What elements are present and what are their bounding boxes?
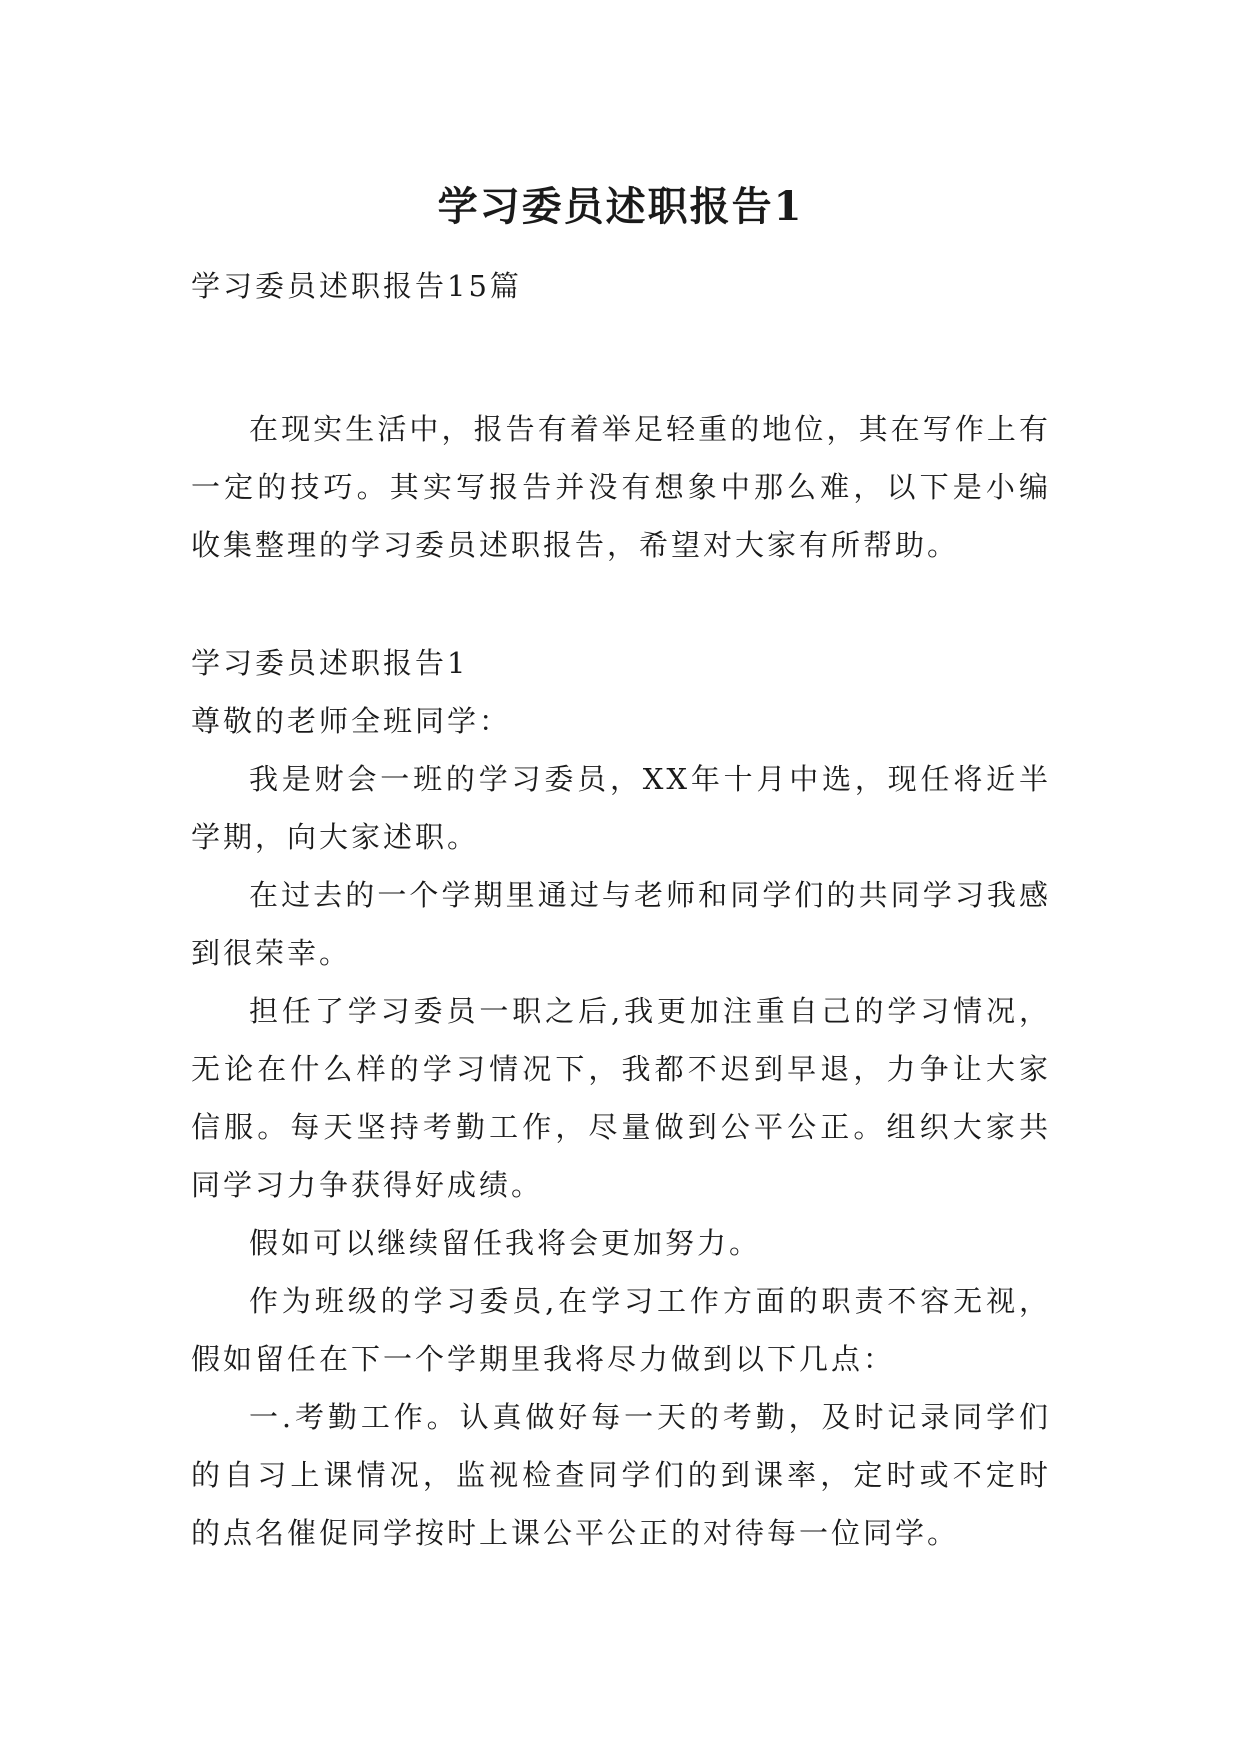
paragraph: 作为班级的学习委员,在学习工作方面的职责不容无视，假如留任在下一个学期里我将尽力做到以下几点： (191, 1284, 1051, 1376)
document-title: 学习委员述职报告1 (437, 182, 804, 230)
subtitle-text: 学习委员述职报告15篇 (191, 269, 522, 303)
paragraph: 我是财会一班的学习委员，XX年十月中选，现任将近半学期，向大家述职。 (191, 762, 1051, 854)
paragraph: 一.考勤工作。认真做好每一天的考勤，及时记录同学们的自习上课情况，监视检查同学们的到课率，定时或不定时的点名催促同学按时上课公平公正的对待每一位同学。 (191, 1400, 1051, 1550)
greeting: 尊敬的老师全班同学： (191, 704, 512, 738)
report-section (191, 634, 1051, 1562)
paragraph: 担任了学习委员一职之后,我更加注重自己的学习情况，无论在什么样的学习情况下，我都不迟到早退，力争让大家信服。每天坚持考勤工作，尽量做到公平公正。组织大家共同学习力争获得好成绩。 (191, 994, 1051, 1202)
intro-block (191, 400, 1051, 574)
intro-paragraph: 在现实生活中，报告有着举足轻重的地位，其在写作上有一定的技巧。其实写报告并没有想象中那么难，以下是小编收集整理的学习委员述职报告，希望对大家有所帮助。 (191, 412, 1051, 562)
paragraph: 在过去的一个学期里通过与老师和同学们的共同学习我感到很荣幸。 (191, 878, 1051, 970)
section-heading: 学习委员述职报告1 (191, 646, 469, 680)
document-subtitle (191, 257, 1051, 315)
paragraph: 假如可以继续留任我将会更加努力。 (249, 1226, 762, 1260)
